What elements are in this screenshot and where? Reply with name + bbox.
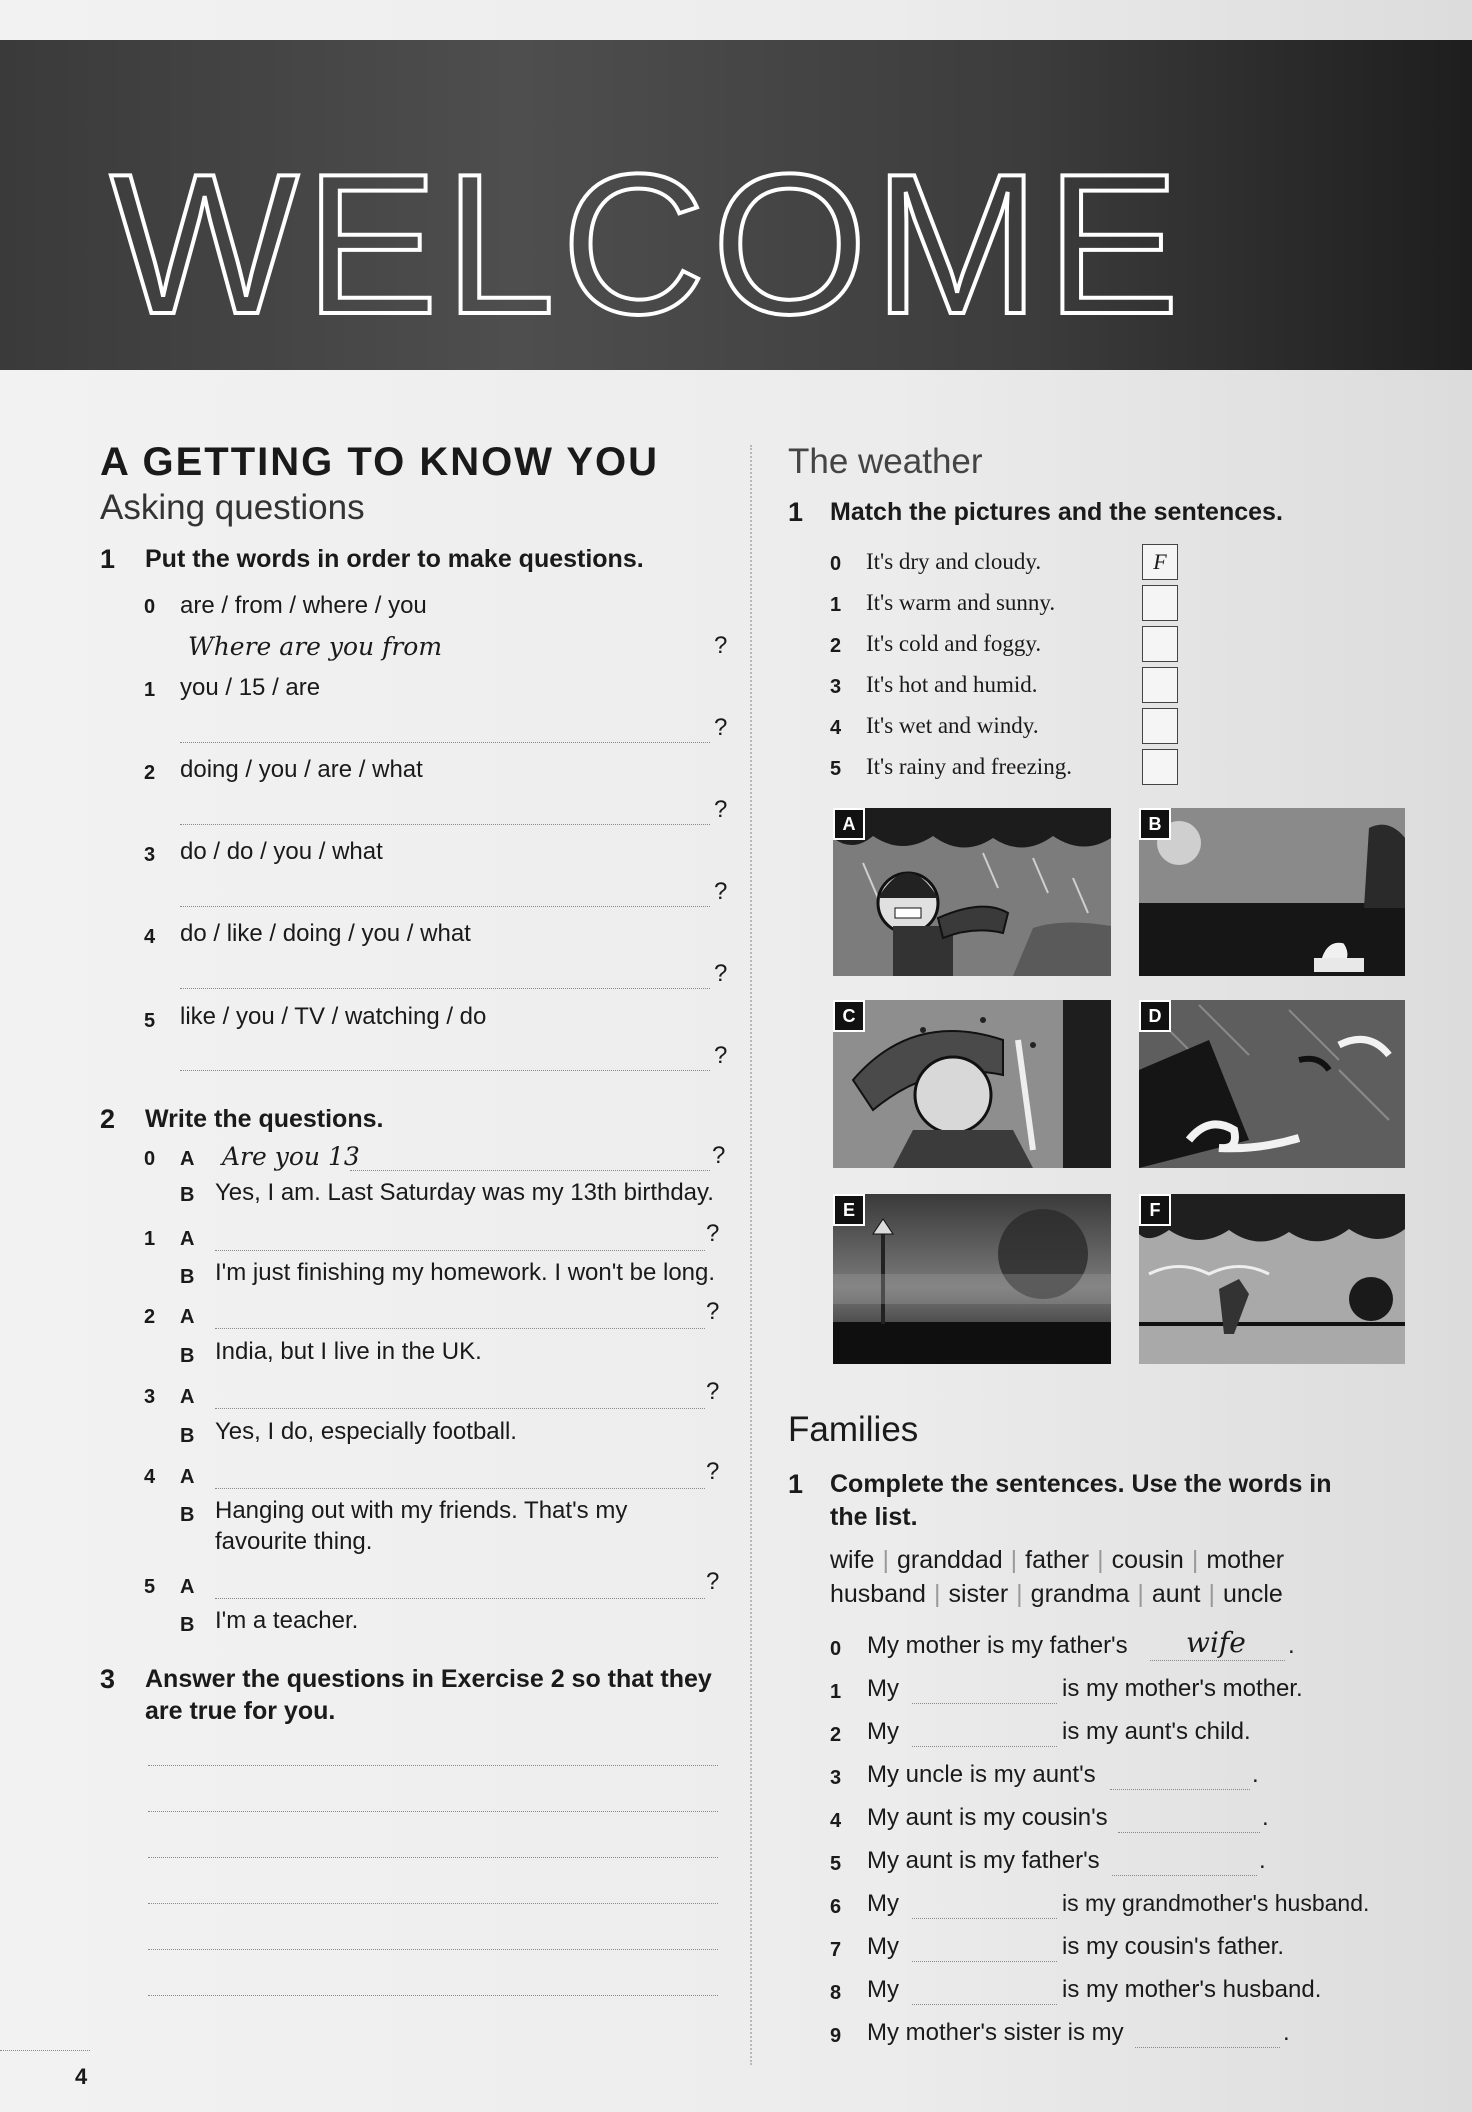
picture-label: F [1139,1194,1171,1226]
family-item-number: 6 [830,1896,842,1918]
word-list-row-2: husband | sister | grandma | aunt | uncle [830,1580,1283,1608]
weather-picture-e [833,1194,1111,1364]
weather-ex1-number: 1 [788,497,804,527]
family-sentence-start: My mother's sister is my [867,2019,1124,2046]
weather-item-number: 5 [830,758,842,780]
families-ex1-instruction-continued: the list. [830,1503,918,1531]
family-sentence-start: My aunt is my father's [867,1847,1100,1874]
weather-answer-box[interactable] [1142,749,1178,785]
speaker-a-label: A [180,1466,195,1488]
word-list-row-1: wife | granddad | father | cousin | mother [830,1546,1285,1574]
family-sentence-start: My aunt is my cousin's [867,1804,1108,1831]
family-item-number: 4 [830,1810,842,1832]
ex1-answer-line[interactable] [180,988,710,989]
ex1-item-prompt: do / like / doing / you / what [180,920,471,947]
illustration-hot-sun [1139,808,1405,976]
weather-sentence: It's rainy and freezing. [866,754,1072,779]
family-sentence-end: . [1252,1761,1259,1788]
family-answer-line[interactable] [912,1961,1057,1962]
ex1-item-prompt: are / from / where / you [180,592,427,619]
family-sentence-end: is my aunt's child. [1062,1718,1251,1745]
ex3-instruction: Answer the questions in Exercise 2 so that they [145,1665,712,1693]
ex2-response: India, but I live in the UK. [215,1338,482,1365]
word-list-word: granddad [896,1546,1003,1574]
family-sentence-end: is my mother's mother. [1062,1675,1303,1702]
question-mark: ? [706,1378,720,1405]
family-sentence-start: My [867,1890,899,1917]
family-item-number: 2 [830,1724,842,1746]
ex2-instruction: Write the questions. [145,1105,384,1133]
ex1-item-prompt: do / do / you / what [180,838,383,865]
ex3-answer-line[interactable] [148,1765,718,1766]
ex2-response: Yes, I am. Last Saturday was my 13th birthday. [215,1179,714,1206]
ex1-item-answer: Where are you from [188,632,443,661]
footer-rule [0,2050,90,2051]
weather-heading: The weather [788,442,983,481]
question-mark: ? [706,1458,720,1485]
weather-item-number: 2 [830,635,842,657]
word-list-word: aunt [1151,1580,1201,1608]
family-item-number: 3 [830,1767,842,1789]
weather-item-number: 0 [830,553,842,575]
word-list-word: cousin [1111,1546,1184,1574]
word-list-word: uncle [1223,1580,1283,1608]
ex3-instruction-continued: are true for you. [145,1697,336,1725]
speaker-b-label: B [180,1504,195,1526]
speaker-b-label: B [180,1184,195,1206]
family-item-number: 5 [830,1853,842,1875]
ex2-question-line[interactable] [215,1250,705,1251]
weather-sentence: It's warm and sunny. [866,590,1056,615]
family-answer-line[interactable] [1118,1832,1260,1833]
illustration-fog-lamp [833,1194,1111,1364]
question-mark: ? [714,878,728,905]
speaker-a-label: A [180,1576,195,1598]
picture-label: D [1139,1000,1171,1032]
families-ex1-instruction: Complete the sentences. Use the words in [830,1470,1332,1498]
ex2-response: I'm a teacher. [215,1607,359,1634]
word-list-word: grandma [1030,1580,1130,1608]
question-mark: ? [706,1298,720,1325]
word-list-word: husband [830,1580,926,1608]
ex2-item-number: 1 [144,1228,156,1250]
ex2-question-line[interactable] [215,1598,705,1599]
ex3-answer-line[interactable] [148,1949,718,1950]
word-list-word: father [1025,1546,1090,1574]
ex2-question-line [350,1170,710,1171]
ex2-response-continued: favourite thing. [215,1528,373,1555]
weather-answer-box[interactable] [1142,667,1178,703]
family-sentence-end: . [1259,1847,1266,1874]
page-number: 4 [75,2064,88,2089]
family-answer-line[interactable] [912,1918,1057,1919]
picture-label: E [833,1194,865,1226]
weather-sentence: It's dry and cloudy. [866,549,1042,574]
ex2-question-answer: Are you 13 [222,1142,360,1171]
welcome-banner [0,40,1472,370]
ex1-item-number: 3 [144,844,156,866]
weather-sentence: It's hot and humid. [866,672,1038,697]
ex2-item-number: 4 [144,1466,156,1488]
illustration-freezing [833,1000,1111,1168]
family-item-number: 0 [830,1638,842,1660]
ex1-item-number: 2 [144,762,156,784]
speaker-b-label: B [180,1614,195,1636]
families-ex1-number: 1 [788,1469,804,1499]
weather-item-number: 3 [830,676,842,698]
ex3-answer-line[interactable] [148,1903,718,1904]
ex1-item-prompt: like / you / TV / watching / do [180,1003,487,1030]
weather-answer-box[interactable] [1142,626,1178,662]
family-item-number: 9 [830,2025,842,2047]
ex1-answer-line[interactable] [180,824,710,825]
ex2-item-number: 3 [144,1386,156,1408]
weather-picture-c [833,1000,1111,1168]
family-answer: wife [1186,1626,1246,1659]
ex2-question-line[interactable] [215,1408,705,1409]
weather-picture-b [1139,808,1405,976]
family-sentence-start: My [867,1675,899,1702]
ex1-item-prompt: you / 15 / are [180,674,321,701]
family-sentence-end: is my grandmother's husband. [1062,1890,1370,1916]
family-item-number: 7 [830,1939,842,1961]
word-list-word: wife [830,1546,875,1574]
column-divider [750,445,752,2065]
family-answer-line[interactable] [912,2004,1057,2005]
illustration-windy-rain [833,808,1111,976]
family-answer-line[interactable] [912,1746,1057,1747]
question-mark: ? [714,796,728,823]
ex1-item-number: 0 [144,596,156,618]
speaker-b-label: B [180,1345,195,1367]
weather-picture-f [1139,1194,1405,1364]
ex3-answer-line[interactable] [148,1811,718,1812]
family-sentence-end: . [1288,1632,1295,1659]
weather-answer-box[interactable] [1142,585,1178,621]
family-sentence-start: My mother is my father's [867,1632,1128,1659]
ex1-number: 1 [100,544,116,574]
ex1-item-number: 1 [144,679,156,701]
family-sentence-start: My [867,1976,899,2003]
word-list-word: mother [1206,1546,1285,1574]
family-sentence-end: . [1283,2019,1290,2046]
ex2-response: Hanging out with my friends. That's my [215,1497,628,1524]
family-answer-line[interactable] [1135,2047,1280,2048]
ex1-instruction: Put the words in order to make questions. [145,545,644,573]
ex1-answer-line[interactable] [180,742,710,743]
ex2-item-number: 2 [144,1306,156,1328]
family-answer-line[interactable] [1112,1875,1257,1876]
ex1-item-prompt: doing / you / are / what [180,756,423,783]
picture-label: B [1139,808,1171,840]
ex1-answer-line[interactable] [180,906,710,907]
ex1-item-number: 4 [144,926,156,948]
ex2-response: Yes, I do, especially football. [215,1418,517,1445]
family-answer-line[interactable] [912,1703,1057,1704]
family-answer-line [1150,1660,1285,1661]
word-list-word: sister [948,1580,1009,1608]
family-answer-line[interactable] [1110,1789,1250,1790]
family-item-number: 1 [830,1681,842,1703]
ex2-number: 2 [100,1104,116,1134]
ex2-question-line[interactable] [215,1488,705,1489]
ex1-item-number: 5 [144,1010,156,1032]
speaker-a-label: A [180,1228,195,1250]
family-sentence-end: is my mother's husband. [1062,1976,1322,2003]
families-heading: Families [788,1410,919,1449]
ex2-item-number: 0 [144,1148,156,1170]
family-sentence-start: My [867,1718,899,1745]
speaker-b-label: B [180,1425,195,1447]
weather-answer-box[interactable] [1142,708,1178,744]
family-sentence-end: is my cousin's father. [1062,1933,1284,1960]
ex1-answer-line[interactable] [180,1070,710,1071]
family-sentence-end: . [1262,1804,1269,1831]
weather-item-number: 4 [830,717,842,739]
speaker-a-label: A [180,1306,195,1328]
ex2-question-line[interactable] [215,1328,705,1329]
family-item-number: 8 [830,1982,842,2004]
weather-picture-a [833,808,1111,976]
asking-questions-heading: Asking questions [100,488,365,527]
question-mark: ? [706,1568,720,1595]
weather-ex1-instruction: Match the pictures and the sentences. [830,498,1283,526]
ex2-item-number: 5 [144,1576,156,1598]
ex3-answer-line[interactable] [148,1857,718,1858]
weather-sentence: It's wet and windy. [866,713,1039,738]
speaker-a-label: A [180,1386,195,1408]
question-mark: ? [714,960,728,987]
question-mark: ? [714,1042,728,1069]
picture-label: C [833,1000,865,1032]
weather-answer-box[interactable]: F [1142,544,1178,580]
speaker-a-label: A [180,1148,195,1170]
ex2-response: I'm just finishing my homework. I won't be long. [215,1259,716,1286]
ex3-answer-line[interactable] [148,1995,718,1996]
question-mark: ? [706,1220,720,1247]
banner-title: WELCOME [110,133,1186,356]
illustration-dry-cloudy [1139,1194,1405,1364]
ex3-number: 3 [100,1664,116,1694]
family-sentence-start: My uncle is my aunt's [867,1761,1096,1788]
weather-item-number: 1 [830,594,842,616]
question-mark: ? [714,714,728,741]
question-mark: ? [712,1142,726,1169]
speaker-b-label: B [180,1266,195,1288]
illustration-wind-swirl [1139,1000,1405,1168]
picture-label: A [833,808,865,840]
weather-sentence: It's cold and foggy. [866,631,1042,656]
question-mark: ? [714,632,728,659]
family-sentence-start: My [867,1933,899,1960]
section-a-heading: A GETTING TO KNOW YOU [100,440,660,484]
weather-picture-d [1139,1000,1405,1168]
